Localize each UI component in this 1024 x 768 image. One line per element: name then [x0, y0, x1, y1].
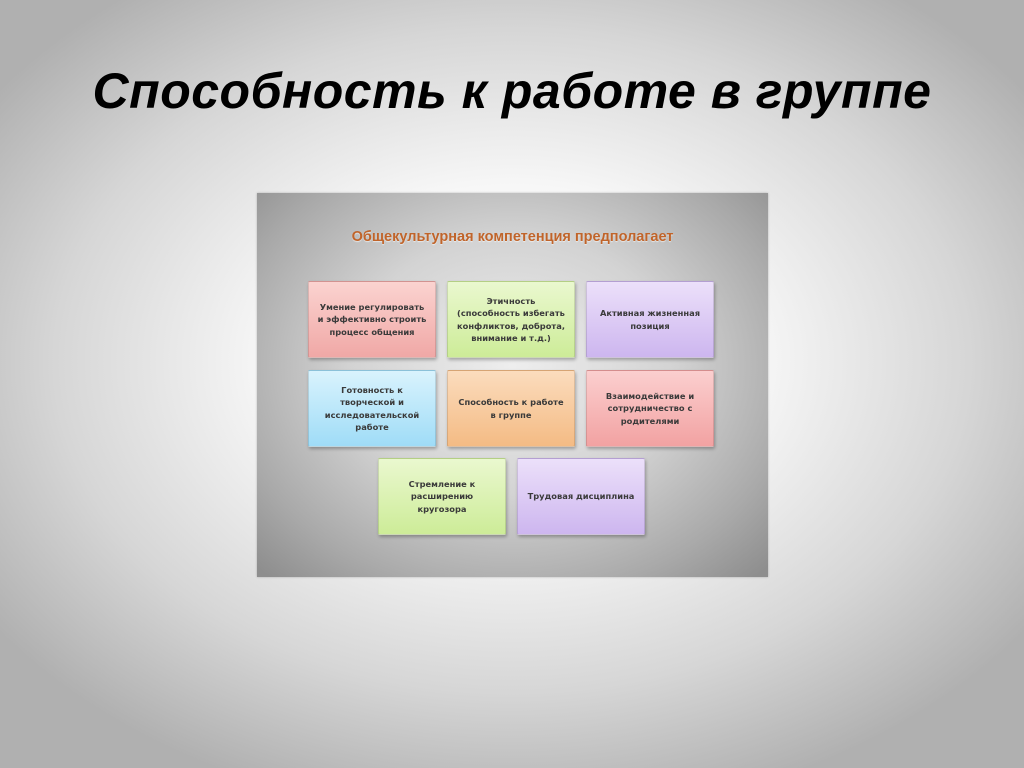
embedded-slide-image [257, 193, 768, 577]
competence-box-ethics: Этичность (способность избегать конфликтов, доброта, внимание и т.д.) [447, 281, 575, 358]
embedded-slide-title: Общекультурная компетенция предполагает [351, 229, 674, 245]
competence-box-horizons: Стремление к расширению кругозора [378, 458, 506, 535]
competence-box-cooperation: Взаимодействие и сотрудничество с родителями [586, 370, 714, 447]
competence-box-active-position: Активная жизненная позиция [586, 281, 714, 358]
competence-box-creativity: Готовность к творческой и исследовательской работе [308, 370, 436, 447]
competence-box-teamwork: Способность к работе в группе [447, 370, 575, 447]
competence-box-discipline: Трудовая дисциплина [517, 458, 645, 535]
competence-box-communication: Умение регулировать и эффективно строить процесс общения [308, 281, 436, 358]
slide-title: Способность к работе в группе [92, 63, 932, 119]
